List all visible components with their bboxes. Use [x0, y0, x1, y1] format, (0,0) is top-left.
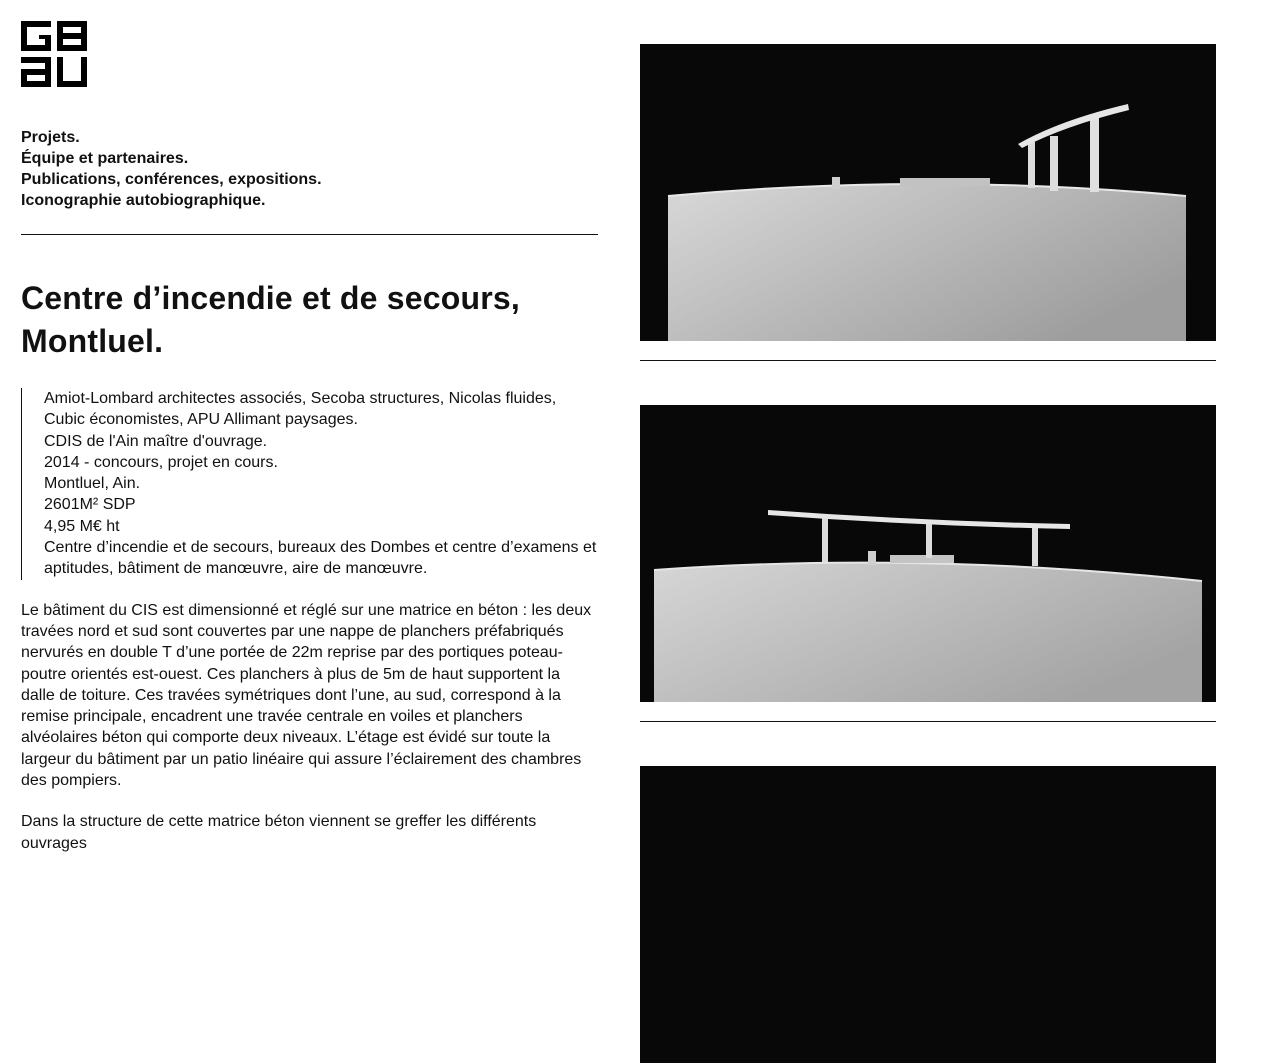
divider [21, 234, 598, 235]
fact-team: Amiot-Lombard architectes associés, Secoba structures, Nicolas fluides, Cubic économistes, APU Allimant paysages. [44, 390, 557, 429]
fact-date: 2014 - concours, projet en cours. [44, 453, 278, 471]
nav-item-equipe[interactable]: Équipe et partenaires. [21, 150, 189, 167]
divider [640, 360, 1216, 361]
project-title: Centre d’incendie et de secours, Montluel. [21, 280, 520, 359]
main-nav [21, 127, 598, 211]
nav-item-publications[interactable]: Publications, conférences, expositions. [21, 171, 322, 188]
fact-location: Montluel, Ain. [44, 475, 141, 493]
project-facts [21, 388, 598, 580]
nav-item-iconographie[interactable]: Iconographie autobiographique. [21, 192, 266, 209]
divider [640, 721, 1216, 722]
fact-client: CDIS de l'Ain maître d'ouvrage. [44, 432, 268, 450]
project-image-2[interactable] [640, 405, 1216, 702]
fact-area: 2601M² SDP [44, 496, 136, 514]
fact-cost: 4,95 M€ ht [44, 517, 120, 535]
project-image-3[interactable] [640, 766, 1216, 1063]
image-column [640, 44, 1216, 1063]
description-paragraph: Le bâtiment du CIS est dimensionné et réglé sur une matrice en béton : les deux travées nord et sud sont couvertes par une nappe de planchers préfabriqués nervurés en double T d’une portée de 22m reprise par des portiques poteau-poutre orientés est-ouest. Ces planchers à plus de 5m de haut supportent la dalle de toiture. Ces travées symétriques dont l’une, au sud, correspond à la remise principale, encadrent une travée centrale en voiles et planchers alvéolaires béton qui comporte deux niveaux. L’étage est évidé sur toute la largeur du bâtiment par un patio linéaire qui assure l’éclairement des chambres des pompiers. [21, 601, 592, 790]
fact-program: Centre d’incendie et de secours, bureaux des Dombes et centre d’examens et aptitudes, bâtiment de manœuvre, aire de manœuvre. [44, 539, 597, 578]
left-column [21, 21, 598, 854]
gbau-logo[interactable] [21, 21, 87, 87]
description-paragraph: Dans la structure de cette matrice béton viennent se greffer les différents ouvrages [21, 813, 537, 852]
project-image-1[interactable] [640, 44, 1216, 341]
project-description [21, 600, 598, 854]
nav-item-projets[interactable]: Projets. [21, 129, 80, 146]
